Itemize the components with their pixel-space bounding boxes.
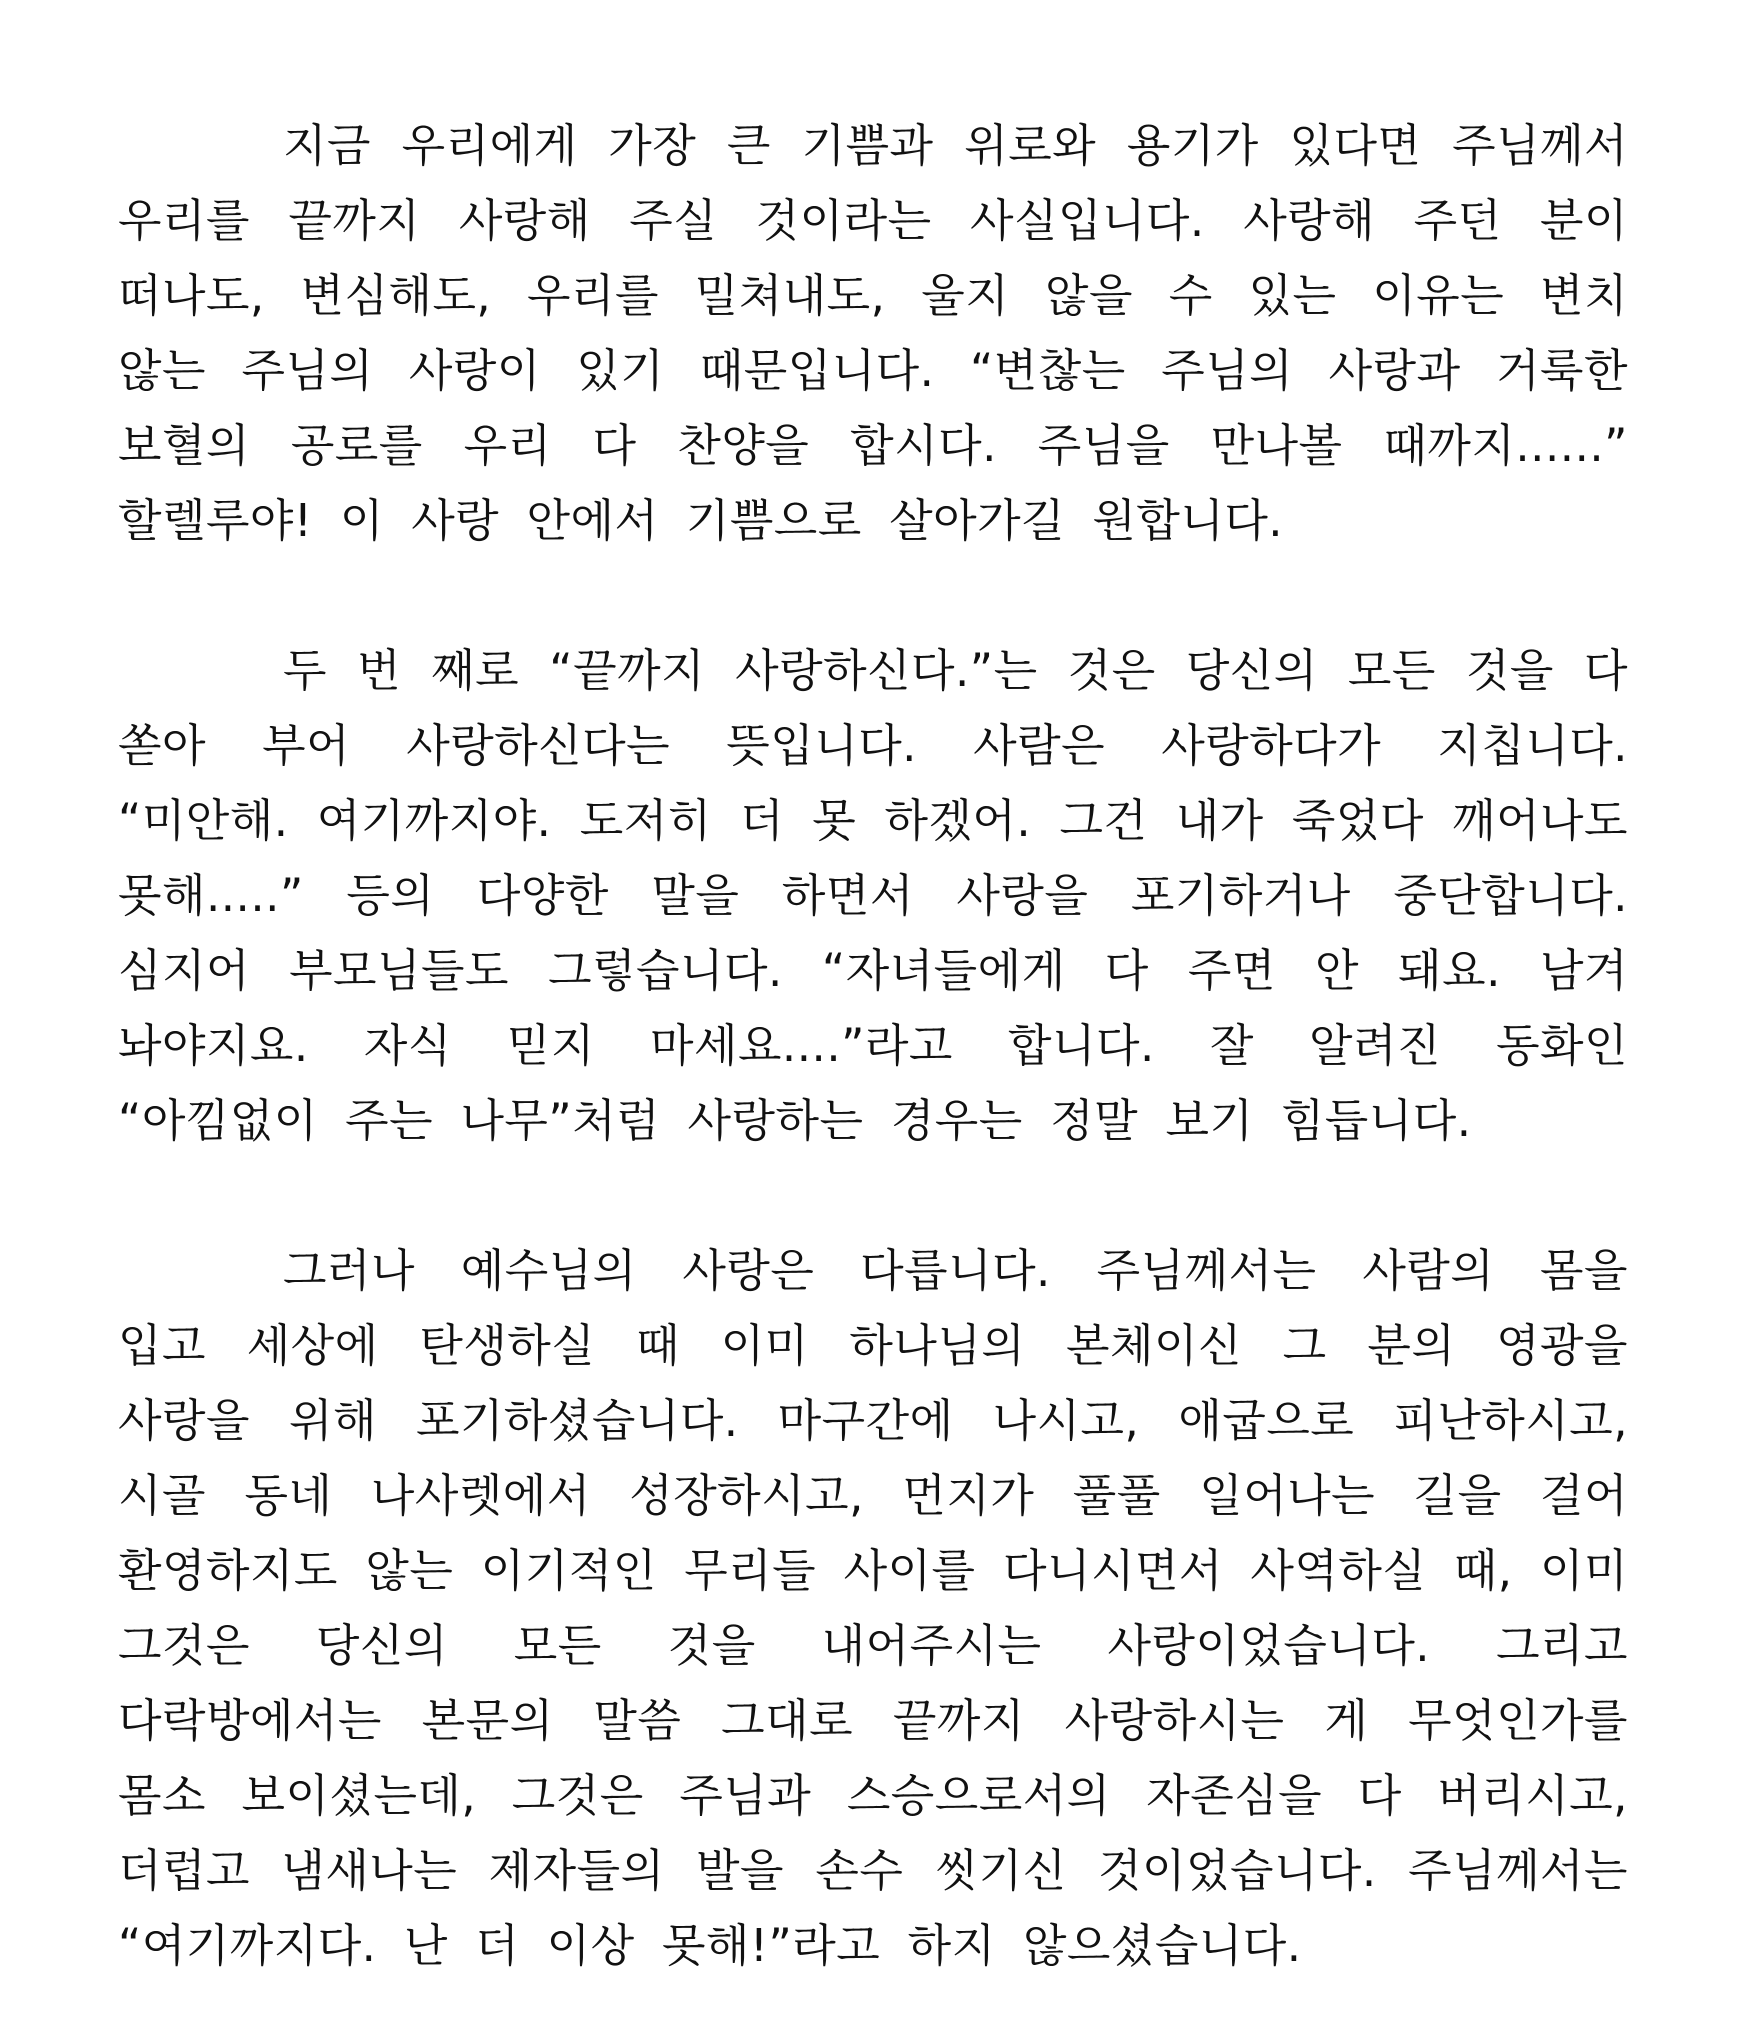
paragraph-1: 지금 우리에게 가장 큰 기쁨과 위로와 용기가 있다면 주님께서 우리를 끝까지 사랑해 주실 것이라는 사실입니다. 사랑해 주던 분이 떠나도, 변심해도, 우리를 밀쳐내도, 울지 않을 수 있는 이유는 변치 않는 주님의 사랑이 있기 때문입니다. “변찮는 주님의 사랑과 거룩한 보혈의 공로를 우리 다 찬양을 합시다. 주님을 만나볼 때까지......” 할렐루야! 이 사랑 안에서 기쁨으로 살아가길 원합니다. [118, 119, 1628, 547]
document-body [118, 108, 1628, 1983]
paragraph-2: 두 번 째로 “끝까지 사랑하신다.”는 것은 당신의 모든 것을 다 쏟아 부어 사랑하신다는 뜻입니다. 사람은 사랑하다가 지칩니다. “미안해. 여기까지야. 도저히 더 못 하겠어. 그건 내가 죽었다 깨어나도 못해.....” 등의 다양한 말을 하면서 사랑을 포기하거나 중단합니다. 심지어 부모님들도 그렇습니다. “자녀들에게 다 주면 안 돼요. 남겨 놔야지요. 자식 믿지 마세요....”라고 합니다. 잘 알려진 동화인 “아낌없이 주는 나무”처럼 사랑하는 경우는 정말 보기 힘듭니다. [118, 644, 1628, 1147]
paragraph-3: 그러나 예수님의 사랑은 다릅니다. 주님께서는 사람의 몸을 입고 세상에 탄생하실 때 이미 하나님의 본체이신 그 분의 영광을 사랑을 위해 포기하셨습니다. 마구간에 나시고, 애굽으로 피난하시고, 시골 동네 나사렛에서 성장하시고, 먼지가 풀풀 일어나는 길을 걸어 환영하지도 않는 이기적인 무리들 사이를 다니시면서 사역하실 때, 이미 그것은 당신의 모든 것을 내어주시는 사랑이었습니다. 그리고 다락방에서는 본문의 말씀 그대로 끝까지 사랑하시는 게 무엇인가를 몸소 보이셨는데, 그것은 주님과 스승으로서의 자존심을 다 버리시고, 더럽고 냄새나는 제자들의 발을 손수 씻기신 것이었습니다. 주님께서는 “여기까지다. 난 더 이상 못해!”라고 하지 않으셨습니다. [118, 1244, 1628, 1972]
